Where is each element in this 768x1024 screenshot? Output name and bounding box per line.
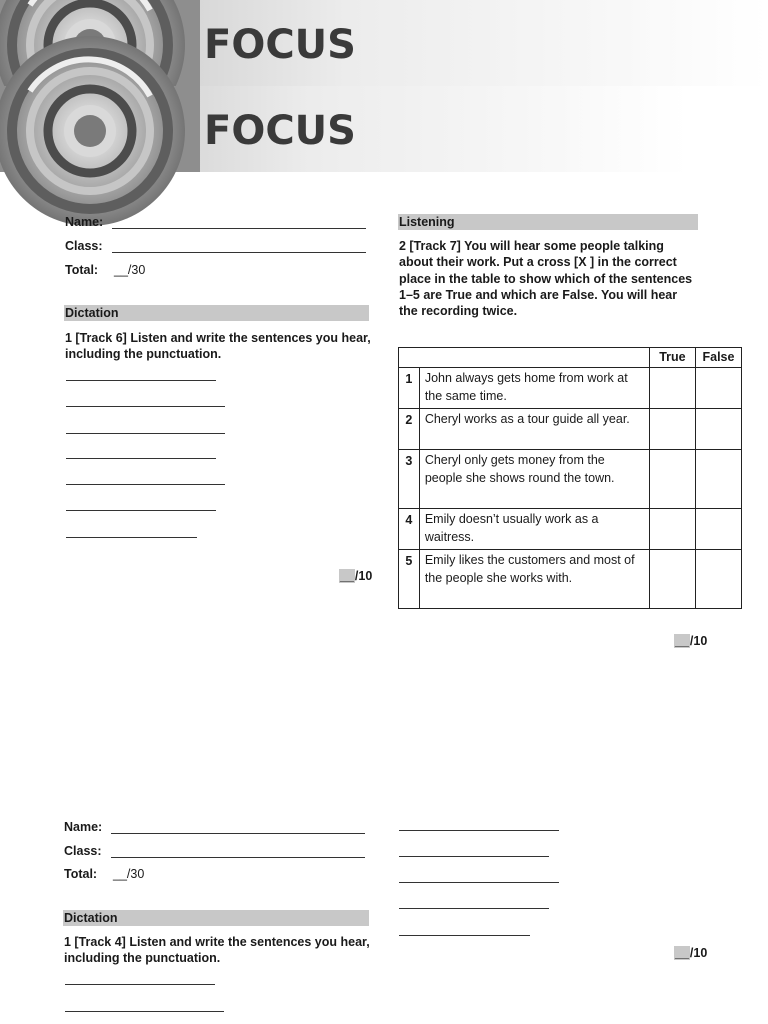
- statement-text: Cheryl only gets money from the people she shows round the town.: [419, 449, 649, 508]
- total-label: Total:: [64, 867, 98, 881]
- statement-text: Emily likes the customers and most of the people she works with.: [419, 549, 649, 608]
- false-cell[interactable]: [695, 408, 741, 449]
- dictation-score: [339, 569, 372, 583]
- false-cell[interactable]: [695, 449, 741, 508]
- table-row: [399, 408, 742, 449]
- score-blank: __: [340, 569, 354, 583]
- true-cell[interactable]: [649, 449, 695, 508]
- dictation-heading: Dictation: [63, 910, 369, 926]
- answer-line[interactable]: [66, 392, 225, 407]
- dictation-instruction: 1 [Track 4] Listen and write the sentences you hear, including the punctuation.: [64, 935, 370, 966]
- true-false-table: [398, 347, 742, 609]
- row-number: 5: [399, 549, 420, 608]
- class-label: Class:: [64, 844, 102, 858]
- name-field[interactable]: [112, 214, 366, 229]
- true-cell[interactable]: [649, 367, 695, 408]
- name-field[interactable]: [111, 819, 365, 834]
- row-number: 2: [399, 408, 420, 449]
- answer-line[interactable]: [65, 997, 224, 1012]
- false-cell[interactable]: [695, 549, 741, 608]
- total-label: Total:: [65, 263, 99, 277]
- true-cell[interactable]: [649, 408, 695, 449]
- listening-score: [674, 634, 707, 648]
- score-total: /10: [689, 946, 708, 960]
- answer-line[interactable]: [399, 842, 549, 857]
- table-row: [399, 449, 742, 508]
- score-blank: __: [675, 946, 689, 960]
- score-total: /10: [689, 634, 708, 648]
- answer-line[interactable]: [399, 868, 559, 883]
- statement-text: John always gets home from work at the same time.: [419, 367, 649, 408]
- row-number: 4: [399, 508, 420, 549]
- table-row: [399, 549, 742, 608]
- class-label: Class:: [65, 239, 103, 253]
- listening-heading: Listening: [398, 214, 698, 230]
- answer-line[interactable]: [66, 444, 216, 459]
- score-blank: __: [675, 634, 689, 648]
- name-label: Name:: [65, 215, 104, 229]
- total-score: __/30: [114, 263, 146, 277]
- table-header-row: [399, 348, 742, 368]
- answer-line[interactable]: [399, 894, 549, 909]
- false-cell[interactable]: [695, 367, 741, 408]
- dictation-heading: Dictation: [64, 305, 369, 321]
- dictation-instruction: 1 [Track 6] Listen and write the sentences you hear, including the punctuation.: [65, 331, 371, 362]
- row-number: 1: [399, 367, 420, 408]
- answer-line[interactable]: [399, 816, 559, 831]
- table-row: [399, 367, 742, 408]
- answer-line[interactable]: [65, 970, 215, 985]
- header-false: False: [695, 348, 741, 368]
- listening-instruction: 2 [Track 7] You will hear some people talking about their work. Put a cross [X ] in the correct place in the table to show which of the sentences 1–5 are True and which are False. You will hear the recording twice.: [399, 239, 693, 319]
- class-field[interactable]: [112, 238, 366, 253]
- answer-line[interactable]: [399, 921, 530, 936]
- answer-line[interactable]: [66, 366, 216, 381]
- row-number: 3: [399, 449, 420, 508]
- class-field[interactable]: [111, 843, 365, 858]
- focus-logo-icon: [0, 86, 200, 172]
- statement-text: Emily doesn’t usually work as a waitress.: [419, 508, 649, 549]
- header-banner-second: [0, 86, 688, 172]
- true-cell[interactable]: [649, 549, 695, 608]
- focus-logo-text: FOCUS: [204, 22, 356, 68]
- score-total: /10: [354, 569, 373, 583]
- focus-logo-text: FOCUS: [204, 108, 356, 154]
- dictation-bottom-score: [674, 946, 707, 960]
- true-cell[interactable]: [649, 508, 695, 549]
- statement-text: Cheryl works as a tour guide all year.: [419, 408, 649, 449]
- header-true: True: [649, 348, 695, 368]
- name-label: Name:: [64, 820, 103, 834]
- table-row: [399, 508, 742, 549]
- answer-line[interactable]: [66, 470, 225, 485]
- answer-line[interactable]: [66, 419, 225, 434]
- total-score: __/30: [113, 867, 145, 881]
- answer-line[interactable]: [66, 496, 216, 511]
- answer-line[interactable]: [66, 523, 197, 538]
- false-cell[interactable]: [695, 508, 741, 549]
